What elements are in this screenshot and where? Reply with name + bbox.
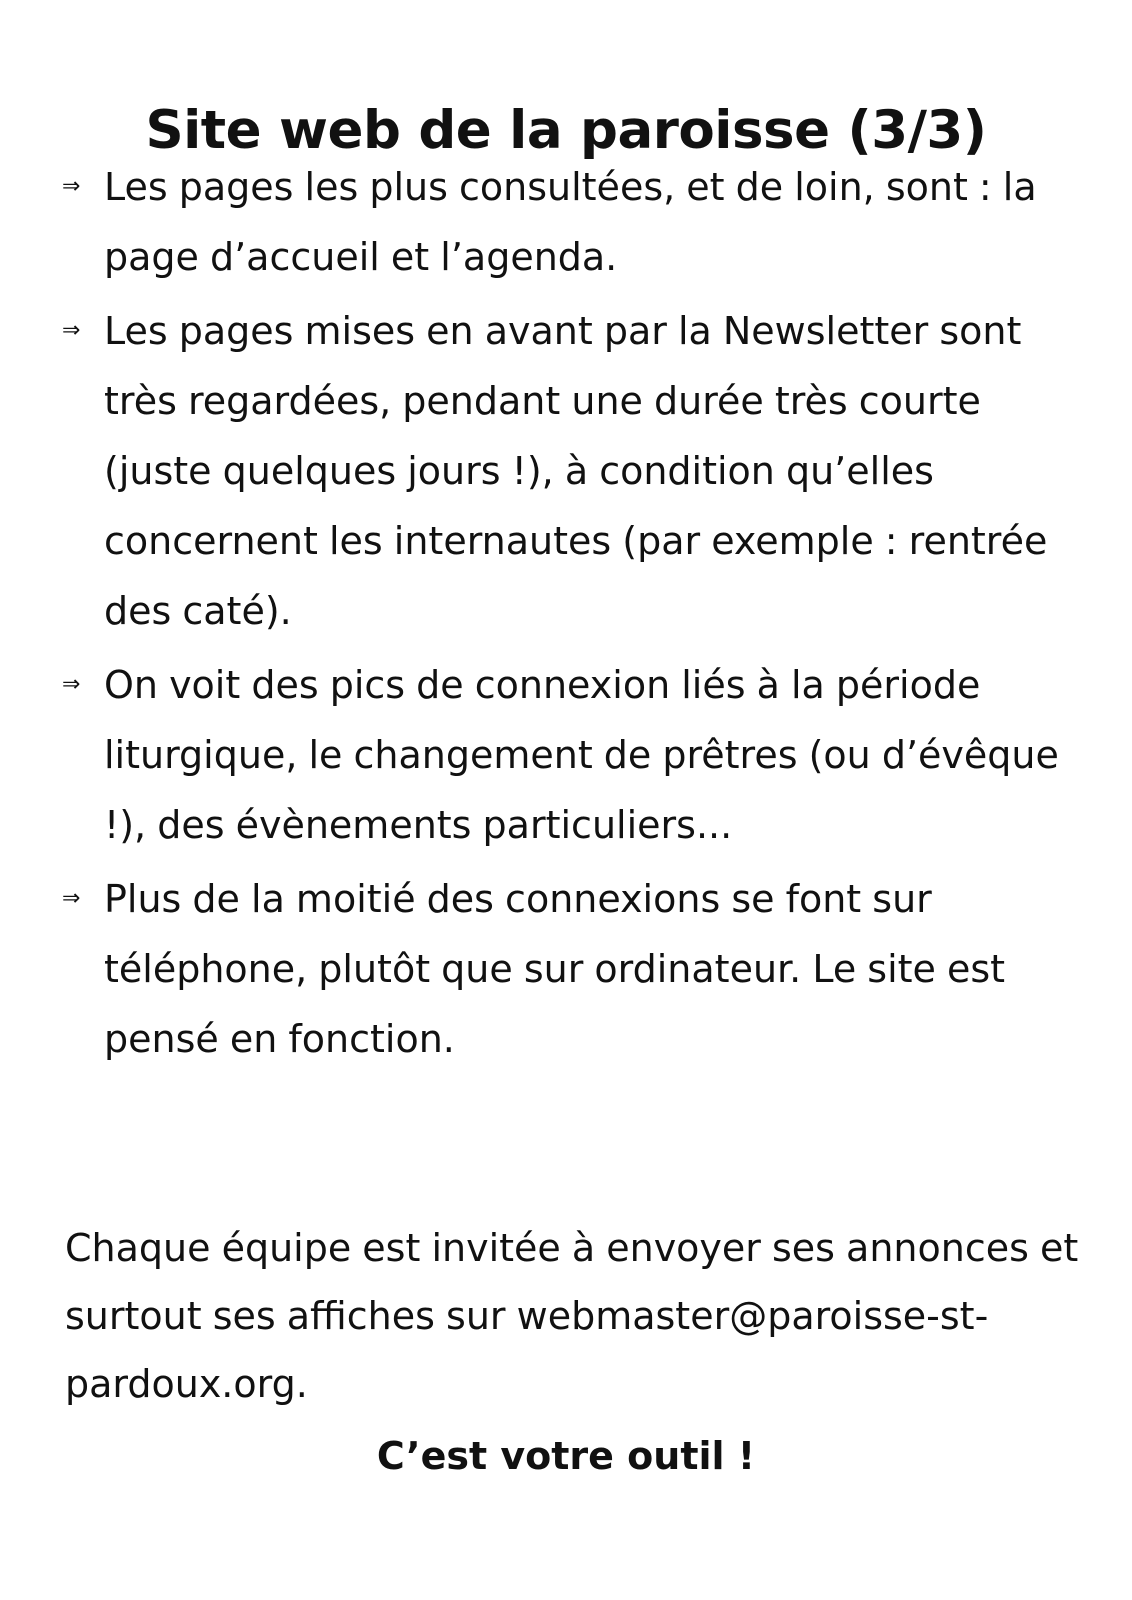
bullet-text: On voit des pics de connexion liés à la période liturgique, le changement de prêtres (ou d’évêque !), des évènements particuliers... [104, 663, 1059, 847]
closing-paragraph: Chaque équipe est invitée à envoyer ses annonces et surtout ses affiches sur webmaster@paroisse-st-pardoux.org. [65, 1226, 1079, 1406]
double-arrow-icon: ⇒ [62, 174, 81, 199]
double-arrow-icon: ⇒ [62, 672, 81, 697]
list-item [62, 152, 1092, 292]
bullet-text: Les pages les plus consultées, et de loin, sont : la page d’accueil et l’agenda. [104, 165, 1037, 279]
page-title: Site web de la paroisse (3/3) [145, 99, 987, 161]
bullet-text: Les pages mises en avant par la Newsletter sont très regardées, pendant une durée très courte (juste quelques jours !), à condition qu’elles concernent les internautes (par exemple : rentrée des caté). [104, 309, 1048, 633]
double-arrow-icon: ⇒ [62, 318, 81, 343]
double-arrow-icon: ⇒ [62, 886, 81, 911]
list-item [62, 650, 1092, 860]
bullet-text: Plus de la moitié des connexions se font sur téléphone, plutôt que sur ordinateur. Le site est pensé en fonction. [104, 877, 1006, 1061]
bullet-list [62, 152, 1092, 1078]
list-item [62, 864, 1092, 1074]
list-item [62, 296, 1092, 646]
slogan: C’est votre outil ! [376, 1434, 756, 1478]
